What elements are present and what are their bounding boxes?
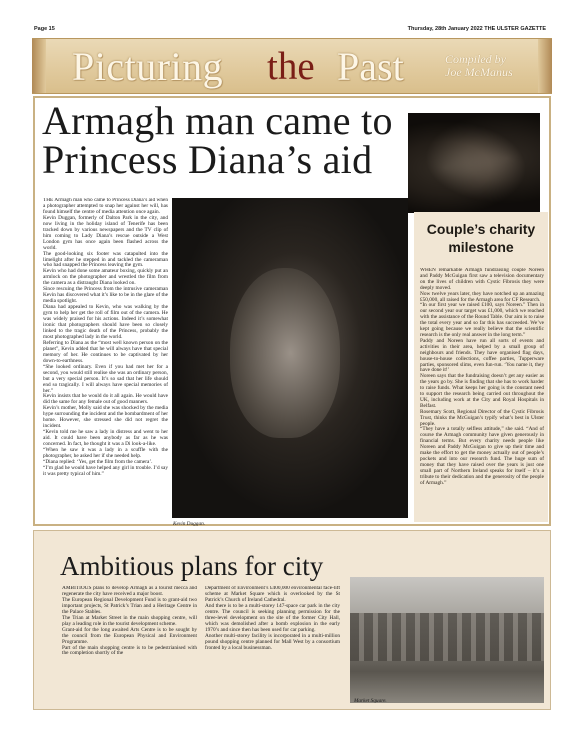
banner-scroll-right bbox=[538, 39, 552, 93]
second-headline: Ambitious plans for city bbox=[60, 551, 324, 581]
sidebar-paragraph: Noreen says that the fundraising doesn’t get any easier as the years go by. She is finding that she has to work harder to raise funds. What keeps her going is the constant need to support the research being carried out throughout the UK, including work at the City and Royal Hospitals in Belfast. bbox=[420, 373, 544, 409]
article-paragraph: Kevin’s mother, Molly said she was shocked by the media hype surrounding the incident and the bombardment of her home. However, she stressed she did not regret the incident. bbox=[43, 405, 168, 430]
photo-caption: Kevin Duggan. bbox=[173, 521, 206, 527]
article-body-column bbox=[43, 198, 168, 521]
section-banner bbox=[32, 38, 552, 94]
article-paragraph: The good-looking six footer was catapulted into the limelight after he stepped in and tackled the cameraman who had snapped the Princess leaving the gym. bbox=[43, 250, 168, 269]
article-paragraph: Since rescuing the Princess from the intrusive cameraman Kevin has discovered what it’s like to be in the glare of the media spotlight. bbox=[43, 286, 168, 305]
sidebar-body bbox=[420, 268, 544, 518]
market-square-photo bbox=[350, 577, 544, 703]
second-body-column bbox=[205, 586, 340, 706]
couple-photo bbox=[408, 113, 540, 213]
second-paragraph: And there is to be a multi-storey 147-space car park in the city centre. The council is seeking planning permission for the three-level development on the site of the former City Hall, which was demolished after a bomb explosion in the early 1970’s and since then has been used for car parking. bbox=[205, 602, 340, 633]
sidebar-paragraph: Rosemary Scott, Regional Director of the Cystic Fibrosis Trust, thinks the McGuigan’s typify what’s best in Ulster people. bbox=[420, 408, 544, 427]
page-header bbox=[34, 24, 546, 36]
banner-credit bbox=[445, 53, 513, 79]
sidebar-title-line2: milestone bbox=[448, 239, 514, 255]
second-paragraph: Grant-aid for the long awaited Arts Centre is to be sought by the council from the European Physical and Environment Programme. bbox=[62, 626, 197, 645]
article-paragraph: “Diana replied: ‘Yes, get the film from the camera’. bbox=[43, 458, 153, 465]
second-paragraph: The European Regional Development Fund is to grant-aid two important projects, St Patrick’s Trian and a Heritage Centre in the Palace Stables. bbox=[62, 596, 197, 615]
issue-date-masthead: Thursday, 28th January 2022 THE ULSTER GAZETTE bbox=[407, 26, 546, 32]
portrait-face bbox=[230, 268, 340, 438]
market-square-buildings bbox=[350, 613, 544, 661]
sidebar-paragraph: Paddy and Noreen have run all sorts of events and activities in their area, helped by a small group of neighbours and friends. They have organised flag days, house-to-house collections, coffee parties, Tupperware parties, sponsored slims, even fun-run. ‘You name it, they have done it!’ bbox=[420, 337, 544, 374]
second-paragraph: The Trian at Market Street in the main shopping centre, will play a leading role in the tourist development scheme. bbox=[62, 614, 197, 627]
sidebar-paragraph: Now twelve years later, they have notched up an amazing £50,000, all raised for the Armagh area for CF Research. bbox=[420, 290, 544, 303]
article-paragraph: Kevin who had done some amateur boxing, quickly put an armlock on the photographer and wrestled the film from the camera as a distraught Diana looked on. bbox=[43, 268, 168, 287]
banner-word-picturing: Picturing bbox=[72, 44, 224, 89]
article-paragraph: “She looked ordinary. Even if you had met her for a second, you would still realise she was an ordinary person, but a very special person. It’s so sad that her life should end so tragically. I will always have special memories of her.” bbox=[43, 363, 168, 394]
article-headline: Armagh man came to Princess Diana’s aid bbox=[42, 98, 393, 182]
sidebar-paragraph: “They have a totally selfless attitude,” she said. “And of course the Armagh community have given generously in financial terms. But every charity needs people like Noreen and Paddy McGuigan to give up their time and make the effort to get the money actually out of people’s pockets and into our research fund. The huge sum of money that they have raised over the years is just one small part of Northern Ireland speaks for itself – it’s a tribute to their dedication and the generosity of the people of Armagh.” bbox=[420, 426, 544, 486]
article-paragraph: “Kevin told me he saw a lady in distress and went to her aid. It could have been anybody as far as he was concerned. In fact, he thought it was a Di look-a-like. bbox=[43, 429, 168, 448]
second-paragraph: AMBITIOUS plans to develop Armagh as a tourist mecca and regenerate the city have received a major boost. bbox=[62, 586, 197, 597]
second-paragraph: Another multi-storey facility is incorporated in a multi-million pound shopping centre planned for Mall West by a consortium fronted by a local businessman. bbox=[205, 632, 340, 651]
sidebar-paragraph: WHEN remarkable Armagh fundraising couple Noreen and Paddy McGuigan first saw a television documentary on the lives of children with Cystic Fibrosis they were deeply moved. bbox=[420, 268, 544, 291]
sidebar-title-line1: Couple’s charity bbox=[426, 221, 536, 237]
article-paragraph: THE Armagh man who came to Princess Diana’s aid when a photographer attempted to snap her against her will, has found himself the centre of media attention once again. bbox=[43, 198, 168, 215]
article-paragraph: Kevin insists that he would do it all again. He would have did the same for any female out of good manners. bbox=[43, 393, 168, 406]
second-photo-caption: Market Square. bbox=[354, 698, 387, 704]
page-number: Page 15 bbox=[34, 26, 55, 32]
banner-credit-line1: Compiled by bbox=[445, 52, 506, 66]
second-paragraph: Department of Environment’s £400,000 environmental face-lift scheme at Market Square which is overlooked by the St Patrick’s Church of Ireland Cathedral. bbox=[205, 586, 340, 603]
banner-scroll-left bbox=[32, 39, 46, 93]
banner-word-past: Past bbox=[337, 44, 404, 89]
article-paragraph: Kevin Duggan, formerly of Dalton Park in the city, and now living in the holiday island of Tenerife has been tracked down by various newspapers and the TV clip of him coming to Lady Diana’s rescue outside a West London gym has once again been flashed across the world. bbox=[43, 214, 168, 251]
article-paragraph: Diana had appealed to Kevin, who was walking by the gym to help her get the roll of film out of the camera. He was widely praised for his actions. Indeed it’s somewhat ironic that photographers should have been so closely linked to the tragic death of the Princess, probably the most photographed lady in the world. bbox=[43, 304, 168, 340]
article-paragraph: “When he saw it was a lady in a scuffle with the photographer, he asked her if she needed help. bbox=[43, 447, 168, 459]
second-body-column bbox=[62, 586, 197, 706]
banner-word-the: the bbox=[267, 45, 315, 88]
banner-credit-line2: Joe McManus bbox=[445, 65, 513, 79]
sidebar-paragraph: “In our first year we raised £100, says Noreen.” Then in our second year our target was £1,000, which we reached with the assistance of the Round Table. Our aim is to raise the total every year and so far this has succeeded. We’ve kept going because we really believe that the scientific research is the only real answer in the long term.” bbox=[420, 302, 544, 338]
second-paragraph: Part of the main shopping centre is to be pedestrianised with the completion shortly of the bbox=[62, 644, 197, 657]
kevin-duggan-photo bbox=[172, 198, 408, 518]
article-paragraph: “I’m glad he would have helped any girl in trouble. I’d say it was pretty typical of him.” bbox=[43, 464, 168, 477]
article-paragraph: Referring to Diana as the “most well known person on the planet”, Kevin added that he will always have that special memory of her. He continues to be captivated by her down-to-earthness. bbox=[43, 339, 168, 364]
